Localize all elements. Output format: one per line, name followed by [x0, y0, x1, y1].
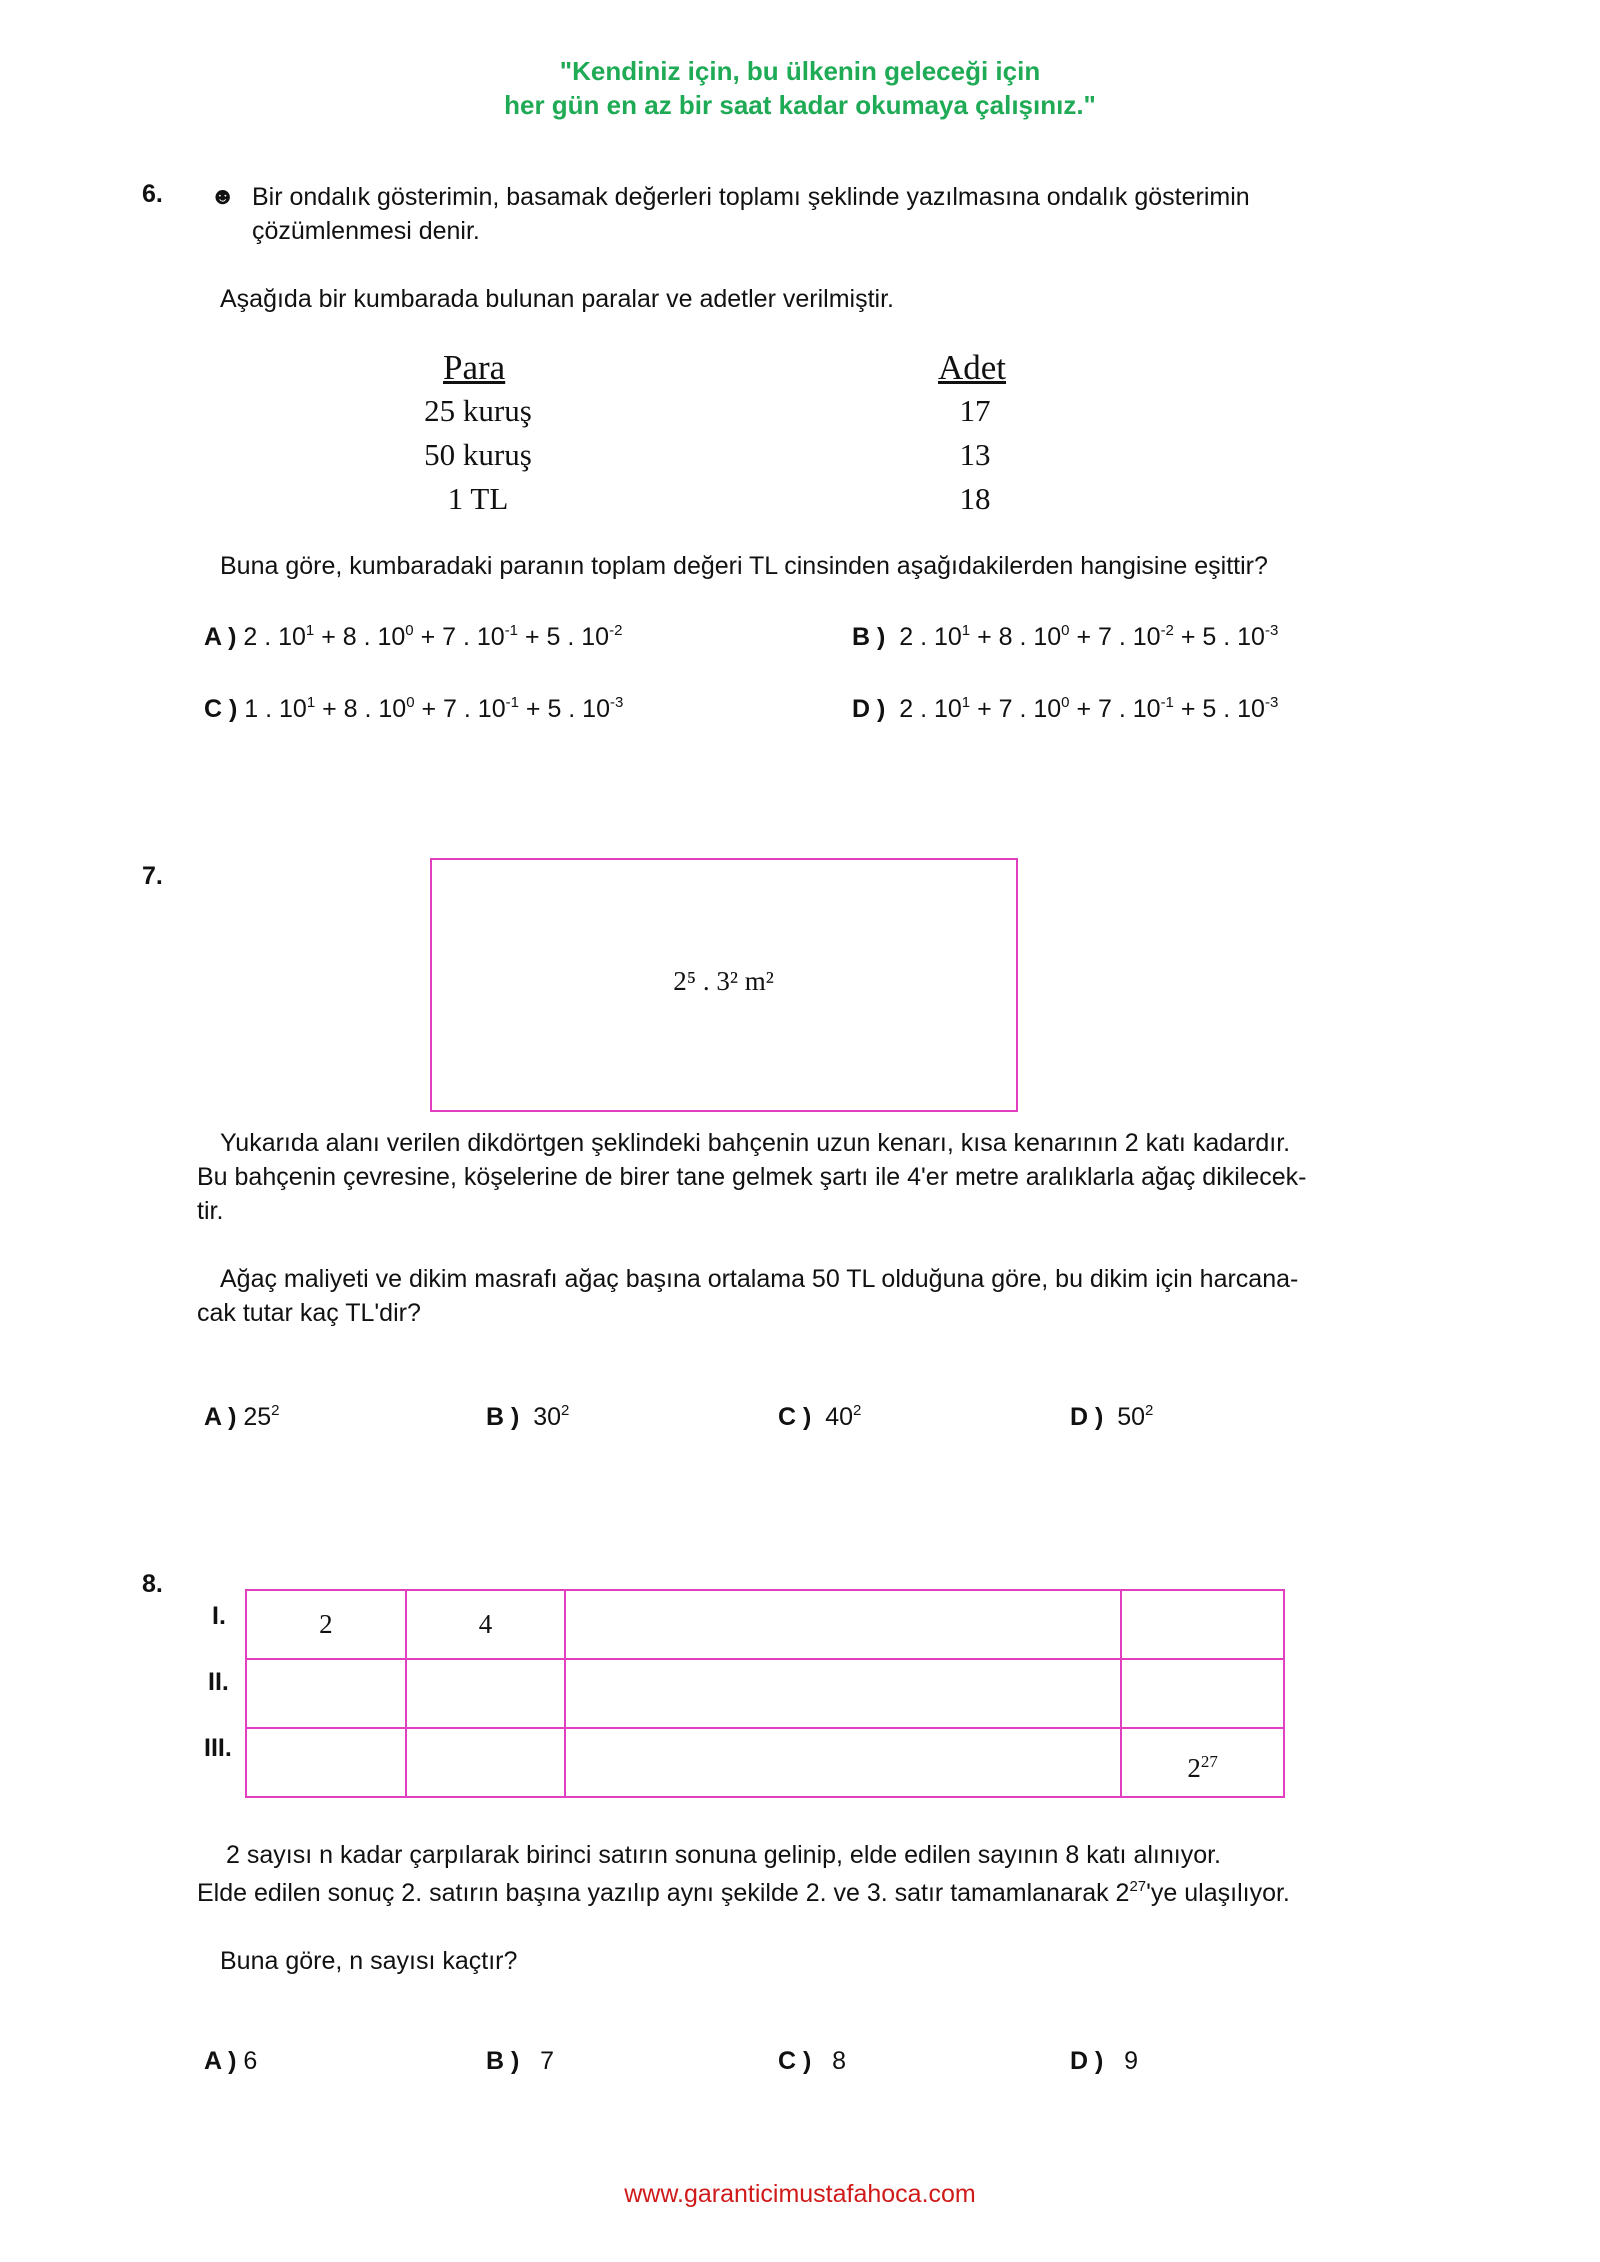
final-exponent: 27	[1200, 1752, 1218, 1771]
garden-rectangle	[430, 858, 1018, 1112]
q8-option-a[interactable]	[204, 2044, 257, 2078]
q7-option-b[interactable]	[486, 1400, 569, 1434]
grid-cell-final	[1121, 1728, 1284, 1797]
motto-line-1: "Kendiniz için, bu ülkenin geleceği için	[559, 56, 1041, 86]
q6-option-a[interactable]: A ) 2 . $10^1 + 8$ . $10^0 + 7$ . $10^{-1} + 5$ . $10^{-2}$	[204, 622, 623, 651]
q8-option-c[interactable]	[778, 2044, 846, 2078]
table-cell-para: 50 kuruş	[424, 437, 532, 472]
option-base: 30	[533, 1403, 562, 1431]
option-label: D )	[1070, 2047, 1104, 2075]
option-label: D )	[1070, 1403, 1104, 1431]
q6-option-d[interactable]: D ) 2 . $10^1 + 7$ . $10^0 + 7$ . $10^{-1} + 5$ . $10^{-3}$	[852, 694, 1279, 723]
question-6-number: 6.	[142, 180, 163, 208]
q8-text-line-2	[197, 1876, 1290, 1910]
grid-cell	[565, 1728, 1121, 1797]
q6-lead-text: Aşağıda bir kumbarada bulunan paralar ve adetler verilmiştir.	[220, 285, 894, 313]
motto-line-2: her gün en az bir saat kadar okumaya çalışınız."	[504, 90, 1096, 120]
grid-cell	[1121, 1590, 1284, 1659]
q8-option-b[interactable]	[486, 2044, 554, 2078]
q8-question: Buna göre, n sayısı kaçtır?	[220, 1947, 518, 1975]
q7-text-line-5: cak tutar kaç TL'dir?	[197, 1299, 421, 1327]
option-label: B )	[486, 1403, 520, 1431]
option-value: 6	[243, 2047, 258, 2075]
q6-option-b[interactable]: B ) 2 . $10^1 + 8$ . $10^0 + 7$ . $10^{-2} + 5$ . $10^{-3}$	[852, 622, 1279, 651]
grid-cell: 4	[406, 1590, 566, 1659]
q6-intro-line-2: çözümlenmesi denir.	[252, 217, 480, 245]
option-label: C )	[778, 1403, 812, 1431]
q7-text-line-1: Yukarıda alanı verilen dikdörtgen şeklindeki bahçenin uzun kenarı, kısa kenarının 2 katı kadardır.	[220, 1129, 1291, 1157]
option-base: 25	[243, 1403, 272, 1431]
grid-cell	[1121, 1659, 1284, 1728]
q7-option-a[interactable]	[204, 1400, 280, 1434]
option-label: C )	[778, 2047, 812, 2075]
grid-cell	[565, 1590, 1121, 1659]
grid-cell	[565, 1659, 1121, 1728]
option-exponent: 2	[1145, 1402, 1154, 1419]
option-label: D )	[852, 695, 886, 723]
option-label: C )	[204, 695, 238, 723]
option-exponent: 2	[271, 1402, 280, 1419]
q8-text-line-2-start: Elde edilen sonuç 2. satırın başına yazılıp aynı şekilde 2. ve 3. satır tamamlanarak 2	[197, 1879, 1130, 1907]
option-value: 8	[832, 2047, 847, 2075]
grid-cell	[406, 1728, 566, 1797]
option-base: 50	[1117, 1403, 1146, 1431]
q8-text-exponent: 27	[1129, 1878, 1147, 1895]
row-label-1: I.	[212, 1602, 226, 1630]
table-cell-para: 25 kuruş	[424, 393, 532, 428]
table-header-adet: Adet	[938, 348, 1007, 387]
grid-cell	[406, 1659, 566, 1728]
question-8-number: 8.	[142, 1570, 163, 1598]
q6-question: Buna göre, kumbaradaki paranın toplam değeri TL cinsinden aşağıdakilerden hangisine eşittir?	[220, 552, 1268, 580]
option-base: 40	[825, 1403, 854, 1431]
option-label: B )	[486, 2047, 520, 2075]
option-label: A )	[204, 2047, 237, 2075]
table-cell-adet: 17	[959, 393, 991, 428]
row-label-3: III.	[204, 1734, 232, 1762]
final-base: 2	[1187, 1753, 1201, 1783]
option-value: 7	[540, 2047, 555, 2075]
option-label: A )	[204, 1403, 237, 1431]
option-label: B )	[852, 623, 886, 651]
grid-cell	[246, 1659, 406, 1728]
q7-text-line-2: Bu bahçenin çevresine, köşelerine de birer tane gelmek şartı ile 4'er metre aralıklarla ağaç dikilecek-	[197, 1163, 1307, 1191]
footer-website-link[interactable]: www.garanticimustafahoca.com	[624, 2180, 976, 2208]
q8-option-d[interactable]	[1070, 2044, 1138, 2078]
table-cell-para: 1 TL	[447, 481, 509, 516]
table-cell-adet: 13	[959, 437, 991, 472]
q8-text-line-2-end: 'ye ulaşılıyor.	[1146, 1879, 1290, 1907]
q6-intro-line-1: Bir ondalık gösterimin, basamak değerleri toplamı şeklinde yazılmasına ondalık gösterimin	[252, 183, 1250, 211]
q7-option-c[interactable]	[778, 1400, 861, 1434]
option-value: 9	[1124, 2047, 1139, 2075]
q8-text-line-1: 2 sayısı n kadar çarpılarak birinci satırın sonuna gelinip, elde edilen sayının 8 katı alınıyor.	[226, 1841, 1221, 1869]
option-exponent: 2	[561, 1402, 570, 1419]
row-label-2: II.	[208, 1668, 229, 1696]
q7-text-line-4: Ağaç maliyeti ve dikim masrafı ağaç başına ortalama 50 TL olduğuna göre, bu dikim için harcana-	[220, 1265, 1299, 1293]
option-exponent: 2	[853, 1402, 862, 1419]
table-cell-adet: 18	[959, 481, 991, 516]
option-label: A )	[204, 623, 237, 651]
smiley-bullet-icon: ☻	[210, 183, 236, 210]
table-header-para: Para	[443, 348, 506, 387]
grid-cell: 2	[246, 1590, 406, 1659]
q7-text-line-3: tir.	[197, 1197, 224, 1225]
garden-area-label: 2⁵ . 3² m²	[673, 966, 774, 996]
question-7-number: 7.	[142, 862, 163, 890]
number-grid	[245, 1589, 1285, 1798]
grid-cell	[246, 1728, 406, 1797]
q6-option-c[interactable]: C ) 1 . $10^1 + 8$ . $10^0 + 7$ . $10^{-1} + 5$ . $10^{-3}$	[204, 694, 624, 723]
q7-option-d[interactable]	[1070, 1400, 1153, 1434]
